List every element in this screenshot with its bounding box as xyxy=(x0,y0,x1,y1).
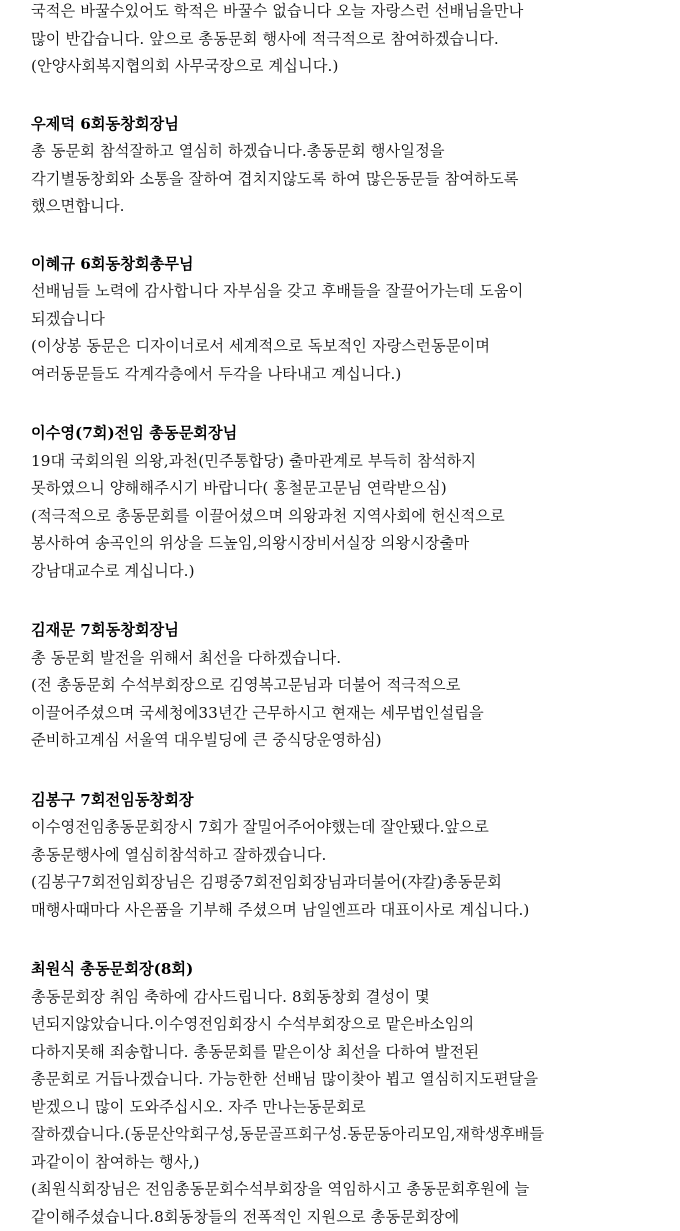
text-line: 준비하고계심 서울역 대우빌딩에 큰 중식당운영하심) xyxy=(31,727,670,755)
section-heading: 우제덕 6회동창회장님 xyxy=(31,111,670,139)
intro-paragraph xyxy=(31,0,670,81)
text-line: 총문회로 거듭나겠습니다. 가능한한 선배님 많이찾아 뵙고 열심히지도편달을 xyxy=(31,1066,670,1094)
text-line: (전 총동문회 수석부회장으로 김영복고문님과 더불어 적극적으로 xyxy=(31,672,670,700)
text-line: (최원식회장님은 전임총동문회수석부회장을 역임하시고 총동문회후원에 늘 xyxy=(31,1176,670,1204)
text-line: 되겠습니다 xyxy=(31,306,670,334)
text-line: 총 동문회 발전을 위해서 최선을 다하겠습니다. xyxy=(31,645,670,673)
text-line: 했으면합니다. xyxy=(31,193,670,221)
section-kim-jaemun xyxy=(31,617,670,755)
text-line: 총 동문회 참석잘하고 열심히 하겠습니다.총동문회 행사일정을 xyxy=(31,138,670,166)
paragraph-gap xyxy=(31,221,670,251)
text-line: 과같이이 참여하는 행사,) xyxy=(31,1149,670,1177)
text-line: (이상봉 동문은 디자이너로서 세계적으로 독보적인 자랑스런동문이며 xyxy=(31,333,670,361)
text-line: 매행사때마다 사은품을 기부해 주셨으며 남일엔프라 대표이사로 계십니다.) xyxy=(31,897,670,925)
text-line: 선배님들 노력에 감사합니다 자부심을 갖고 후배들을 잘끌어가는데 도움이 xyxy=(31,278,670,306)
paragraph-gap xyxy=(31,755,670,787)
text-line: 받겠으니 많이 도와주십시오. 자주 만나는동문회로 xyxy=(31,1094,670,1122)
section-heading: 이수영(7회)전임 총동문회장님 xyxy=(31,420,670,448)
text-line: 여러동문들도 각계각층에서 두각을 나타내고 계십니다.) xyxy=(31,361,670,389)
text-line: 이수영전임총동문회장시 7회가 잘밀어주어야했는데 잘안됐다.앞으로 xyxy=(31,814,670,842)
text-line: 강남대교수로 계십니다.) xyxy=(31,558,670,586)
section-heading: 김봉구 7회전임동창회장 xyxy=(31,787,670,815)
section-heading: 김재문 7회동창회장님 xyxy=(31,617,670,645)
section-lee-hyegyu xyxy=(31,251,670,389)
text-line: 총동문회장 취임 축하에 감사드립니다. 8회동창회 결성이 몇 xyxy=(31,984,670,1012)
text-line: 못하였으니 양해해주시기 바랍니다( 홍철문고문님 연락받으심) xyxy=(31,475,670,503)
text-line: (안양사회복지협의회 사무국장으로 계십니다.) xyxy=(31,53,670,81)
text-line: 19대 국회의원 의왕,과천(민주통합당) 출마관계로 부득히 참석하지 xyxy=(31,448,670,476)
section-lee-suyeong xyxy=(31,420,670,585)
section-heading: 최원식 총동문회장(8회) xyxy=(31,956,670,984)
text-line: 같이해주셨습니다.8회동창들의 전폭적인 지원으로 총동문회장에 xyxy=(31,1204,670,1231)
section-choi-wonsik xyxy=(31,956,670,1231)
section-woo-jedeok xyxy=(31,111,670,221)
paragraph-gap xyxy=(31,81,670,111)
text-line: 각기별동창회와 소통을 잘하여 겹치지않도록 하여 많은동문들 참여하도록 xyxy=(31,166,670,194)
text-line: 이끌어주셨으며 국세청에33년간 근무하시고 현재는 세무법인설립을 xyxy=(31,700,670,728)
paragraph-gap xyxy=(31,924,670,956)
text-line: 다하지못해 죄송합니다. 총동문회를 맡은이상 최선을 다하여 발전된 xyxy=(31,1039,670,1067)
paragraph-gap xyxy=(31,585,670,617)
section-heading: 이혜규 6회동창회총무님 xyxy=(31,251,670,279)
text-line: 년되지않았습니다.이수영전임회장시 수석부회장으로 맡은바소임의 xyxy=(31,1011,670,1039)
text-line: 총동문행사에 열심히참석하고 잘하겠습니다. xyxy=(31,842,670,870)
section-kim-bonggu xyxy=(31,787,670,925)
text-line: 봉사하여 송곡인의 위상을 드높임,의왕시장비서실장 의왕시장출마 xyxy=(31,530,670,558)
text-line: 잘하겠습니다.(동문산악회구성,동문골프회구성.동문동아리모임,재학생후배들 xyxy=(31,1121,670,1149)
paragraph-gap xyxy=(31,388,670,420)
text-line: (적극적으로 총동문회를 이끌어셨으며 의왕과천 지역사회에 헌신적으로 xyxy=(31,503,670,531)
text-line: 국적은 바꿀수있어도 학적은 바꿀수 없습니다 오늘 자랑스런 선배님을만나 xyxy=(31,0,670,26)
text-line: 많이 반갑습니다. 앞으로 총동문회 행사에 적극적으로 참여하겠습니다. xyxy=(31,26,670,54)
text-line: (김봉구7회전임회장님은 김평중7회전임회장님과더불어(쟈칼)총동문회 xyxy=(31,869,670,897)
